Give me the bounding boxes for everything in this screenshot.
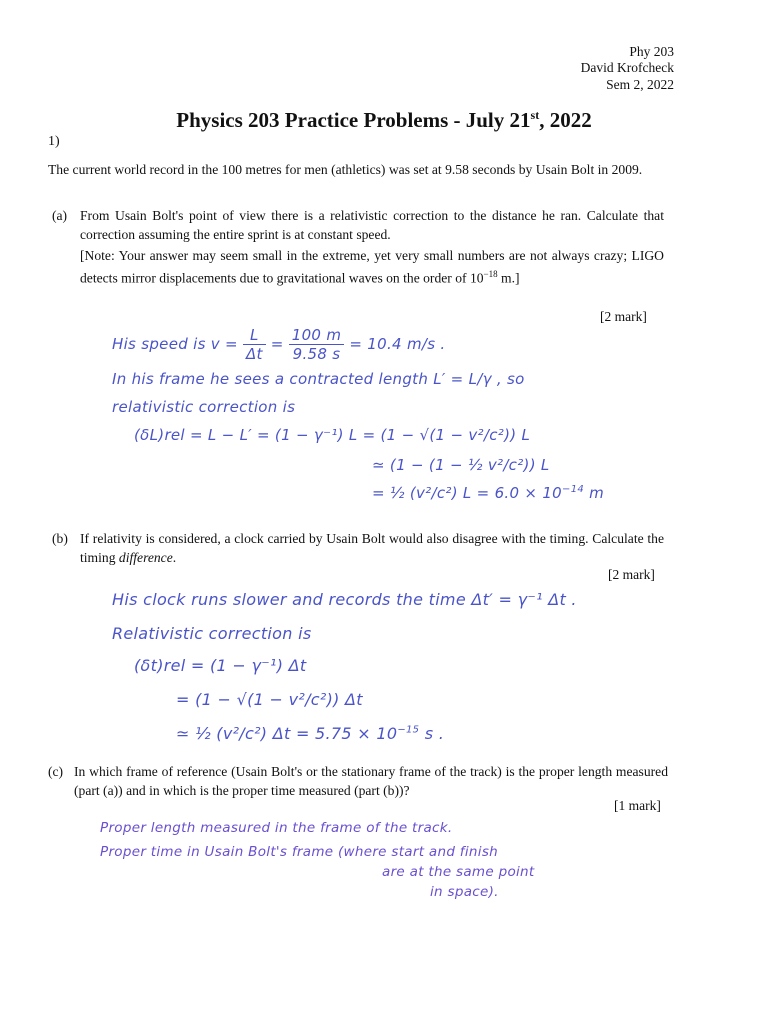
part-b-text-emphasis: difference (118, 550, 173, 565)
part-b-marks: [2 mark] (608, 567, 655, 582)
semester: Sem 2, 2022 (606, 77, 674, 92)
course-code: Phy 203 (629, 44, 674, 59)
part-c-answer-line-4: in space). (430, 884, 499, 900)
part-a-label: (a) (52, 208, 68, 223)
frac-denominator: 9.58 s (292, 345, 341, 363)
part-b-label: (b) (52, 531, 68, 546)
part-b-answer-line-4: = (1 − √(1 − v²/c²)) Δt (176, 690, 363, 709)
part-b-text (80, 529, 664, 567)
part-c-label: (c) (48, 764, 64, 779)
frac-numerator: L (243, 326, 266, 345)
answer-a-result: = ½ (v²/c²) L = 6.0 × 10 (372, 484, 563, 502)
answer-a-unit: m (584, 484, 605, 502)
part-a-text: From Usain Bolt's point of view there is a relativistic correction to the distance he ran. Calculate that correction assuming the entire sprint is at constant speed. (80, 208, 664, 242)
part-a-answer-line-4: (δL)rel = L − L′ = (1 − γ⁻¹) L = (1 − √(1 − v²/c²)) L (134, 426, 531, 444)
part-c-answer-line-3: are at the same point (382, 864, 535, 880)
part-c-answer-line-1: Proper length measured in the frame of the track. (100, 820, 453, 836)
part-c-marks: [1 mark] (614, 798, 661, 813)
part-a-answer-line-3: relativistic correction is (112, 398, 296, 416)
answer-a-exp: −14 (562, 484, 585, 495)
part-a-answer-line-2: In his frame he sees a contracted length L′ = L/γ , so (112, 370, 525, 388)
answer-a-speed-value: = 10.4 m/s . (349, 335, 446, 353)
answer-b-result: ≃ ½ (v²/c²) Δt = 5.75 × 10 (176, 724, 398, 743)
part-a-note-exp: −18 (483, 269, 498, 279)
part-b-text-end: . (172, 550, 177, 565)
part-a-note (80, 246, 664, 288)
author-name: David Krofcheck (580, 60, 674, 75)
part-a-answer-line-6 (372, 484, 604, 502)
part-c-answer-line-2: Proper time in Usain Bolt's frame (where start and finish (100, 844, 499, 860)
answer-b-exp: −15 (397, 724, 420, 736)
part-b-answer-line-1: His clock runs slower and records the time Δt′ = γ⁻¹ Δt . (112, 590, 577, 609)
title-sup: st (530, 108, 540, 122)
title-main: Physics 203 Practice Problems - July 21 (176, 108, 531, 132)
part-b-text-main: If relativity is considered, a clock carried by Usain Bolt would also disagree with the timing. Calculate the timing (80, 531, 664, 565)
answer-b-unit: s . (419, 724, 445, 743)
part-b-answer-line-5 (176, 724, 444, 743)
part-c-text: In which frame of reference (Usain Bolt's or the stationary frame of the track) is the proper length measured (part (a)) and in which is the proper time measured (part (b))? (74, 764, 668, 798)
part-b-answer-line-2: Relativistic correction is (112, 624, 312, 643)
frac-denominator: Δt (245, 345, 263, 363)
part-a-note-text: [Note: Your answer may seem small in the extreme, yet very small numbers are not always crazy; LIGO detects mirror displacements due to gravitational waves on the order of 10 (80, 248, 664, 286)
fraction-l-over-dt (243, 326, 266, 363)
answer-a-speed-label: His speed is v = (112, 335, 238, 353)
fraction-100-over-958 (289, 326, 345, 363)
part-a-marks: [2 mark] (600, 309, 647, 324)
part-a-note-end: m.] (497, 270, 520, 286)
question-number: 1) (48, 134, 60, 149)
question-intro: The current world record in the 100 metres for men (athletics) was set at 9.58 seconds by Usain Bolt in 2009. (48, 162, 643, 177)
title-rest: , 2022 (539, 108, 592, 132)
part-a-answer-line-5: ≃ (1 − (1 − ½ v²/c²)) L (372, 456, 550, 474)
part-b-answer-line-3: (δt)rel = (1 − γ⁻¹) Δt (134, 656, 307, 675)
frac-numerator: 100 m (289, 326, 345, 345)
answer-a-equals: = (270, 335, 284, 353)
page-title (0, 108, 768, 133)
part-a-answer-line-1 (112, 326, 445, 363)
